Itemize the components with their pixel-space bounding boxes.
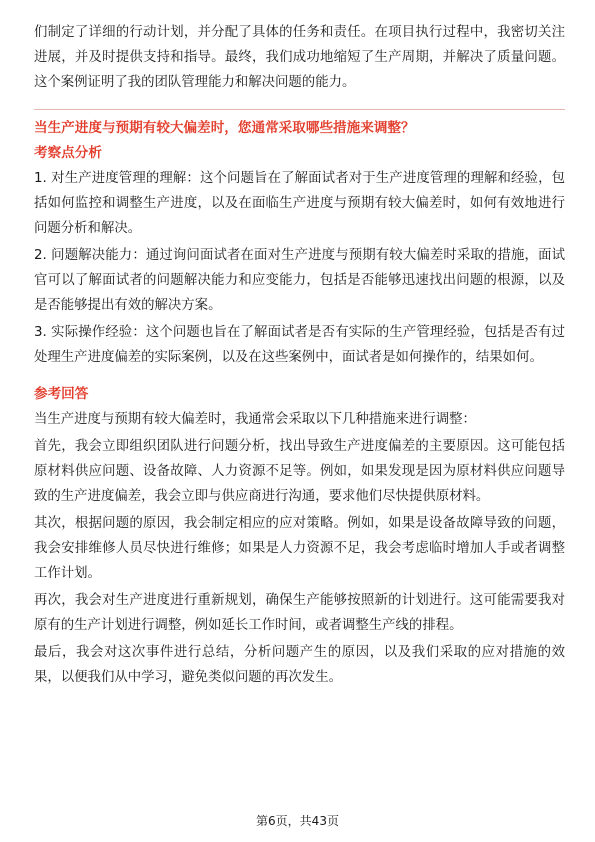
analysis-point: 2. 问题解决能力：通过询问面试者在面对生产进度与预期有较大偏差时采取的措施，面试官可以了解面试者的问题解决能力和应变能力，包括是否能够迅速找出问题的根源，以及是否能够提出有效的解决方案。: [34, 248, 565, 313]
analysis-point: 1. 对生产进度管理的理解：这个问题旨在了解面试者对于生产进度管理的理解和经验，包括如何监控和调整生产进度，以及在面临生产进度与预期有较大偏差时，如何有效地进行问题分析和解决。: [34, 171, 565, 236]
page-number: 第6页，共43页: [256, 814, 339, 828]
interview-question: 当生产进度与预期有较大偏差时，您通常采取哪些措施来调整？: [34, 120, 415, 136]
answer-paragraph: 当生产进度与预期有较大偏差时，我通常会采取以下几种措施来进行调整：: [34, 412, 476, 427]
analysis-point: 3. 实际操作经验：这个问题也旨在了解面试者是否有实际的生产管理经验，包括是否有过处理生产进度偏差的实际案例，以及在这些案例中，面试者是如何操作的，结果如何。: [34, 325, 565, 365]
analysis-heading: 考察点分析: [34, 145, 102, 161]
answer-heading: 参考回答: [34, 386, 89, 402]
document-page: [34, 20, 565, 692]
answer-paragraph: 其次，根据问题的原因，我会制定相应的应对策略。例如，如果是设备故障导致的问题，我会安排维修人员尽快进行维修；如果是人力资源不足，我会考虑临时增加人手或者调整工作计划。: [34, 516, 565, 581]
section-divider: [34, 109, 565, 110]
answer-paragraph: 首先，我会立即组织团队进行问题分析，找出导致生产进度偏差的主要原因。这可能包括原材料供应问题、设备故障、人力资源不足等。例如，如果发现是因为原材料供应问题导致的生产进度偏差，我会立即与供应商进行沟通，要求他们尽快提供原材料。: [34, 439, 565, 504]
intro-paragraph: 们制定了详细的行动计划，并分配了具体的任务和责任。在项目执行过程中，我密切关注进展，并及时提供支持和指导。最终，我们成功地缩短了生产周期，并解决了质量问题。这个案例证明了我的团队管理能力和解决问题的能力。: [34, 25, 565, 90]
answer-paragraph: 最后，我会对这次事件进行总结，分析问题产生的原因，以及我们采取的应对措施的效果，以便我们从中学习，避免类似问题的再次发生。: [34, 645, 565, 685]
answer-paragraph: 再次，我会对生产进度进行重新规划，确保生产能够按照新的计划进行。这可能需要我对原有的生产计划进行调整，例如延长工作时间，或者调整生产线的排程。: [34, 593, 565, 633]
